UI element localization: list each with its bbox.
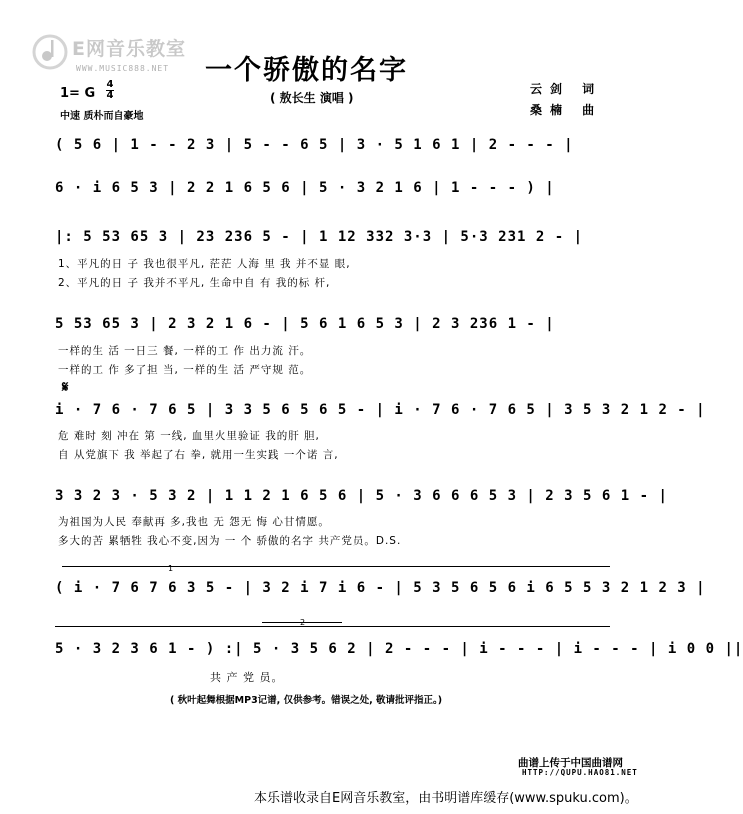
score-row-8: 5 · 3 2 3 6 1 - ) :| 5 · 3 5 6 2 | 2 - - - | i - - - | i - - - | i 0 0 || <box>55 641 743 657</box>
lyric-row-6a: 为祖国为人民 奉献再 多,我也 无 怨无 悔 心甘情愿。 <box>58 516 330 528</box>
time-sig-bottom: 4 <box>106 90 114 101</box>
volta-bracket-1 <box>62 566 610 567</box>
watermark-site: E网音乐教室 <box>72 38 186 60</box>
score-row-5: i · 7 6 · 7 6 5 | 3 3 5 6 5 6 5 - | i · 7 6 · 7 6 5 | 3 5 3 2 1 2 - | <box>55 402 706 418</box>
lyric-row-6b: 多大的苦 累牺牲 我心不变,因为 一 个 骄傲的名字 共产党员。D.S. <box>58 535 402 547</box>
volta-number-1: 1 <box>168 564 174 573</box>
lyric-row-5b: 自 从党旗下 我 举起了右 拳, 就用一生实践 一个诺 言, <box>58 449 339 461</box>
composer-credit: 桑楠 曲 <box>530 103 603 117</box>
song-title: 一个骄傲的名字 <box>205 55 408 86</box>
score-row-4: 5 53 65 3 | 2 3 2 1 6 - | 5 6 1 6 5 3 | 2 3 236 1 - | <box>55 316 555 332</box>
transcription-note: ( 秋叶起舞根据MP3记谱, 仅供参考。错误之处, 敬请批评指正。) <box>170 695 443 706</box>
lyric-row-4b: 一样的工 作 多了担 当, 一样的生 活 严守规 范。 <box>58 364 312 376</box>
lyricist-credit: 云剑 词 <box>530 82 603 96</box>
volta-number-2: 2 <box>300 618 306 627</box>
system-divider <box>55 626 610 627</box>
upload-url[interactable]: HTTP://QUPU.HAO81.NET <box>522 768 638 777</box>
score-row-3: |: 5 53 65 3 | 23 236 5 - | 1 12 332 3·3 | 5·3 231 2 - | <box>55 229 584 245</box>
key-signature: 1= G <box>60 86 96 101</box>
lyric-row-3b: 2、平凡的日 子 我并不平凡, 生命中自 有 我的标 杆, <box>58 277 331 289</box>
lyric-row-3a: 1、平凡的日 子 我也很平凡, 茫茫 人海 里 我 并不显 眼, <box>58 258 351 270</box>
song-singer: ( 敖长生 演唱 ) <box>270 91 354 105</box>
footer-source-note: 本乐谱收录自E网音乐教室，由书明谱库缓存(www.spuku.com)。 <box>254 791 638 806</box>
music-note-icon <box>30 30 74 74</box>
ending-lyric: 共 产 党 员。 <box>210 671 284 684</box>
lyric-row-4a: 一样的生 活 一日三 餐, 一样的工 作 出力流 汗。 <box>58 345 312 357</box>
score-row-7: ( i · 7 6 7 6 3 5 - | 3 2 i 7 i 6 - | 5 3 5 6 5 6 i 6 5 5 3 2 1 2 3 | <box>55 580 706 596</box>
segno-sign: 𝄋 <box>62 378 69 396</box>
time-sig-top: 4 <box>106 79 114 90</box>
score-row-1: ( 5 6 | 1 - - 2 3 | 5 - - 6 5 | 3 · 5 1 6 1 | 2 - - - | <box>55 137 574 153</box>
watermark-logo <box>30 30 200 80</box>
watermark-url: WWW.MUSIC888.NET <box>76 64 170 73</box>
score-row-2: 6 · i 6 5 3 | 2 2 1 6 5 6 | 5 · 3 2 1 6 | 1 - - - ) | <box>55 180 555 196</box>
upload-credit: 曲谱上传于中国曲谱网 <box>518 757 623 769</box>
time-signature <box>106 80 114 101</box>
lyric-row-5a: 危 难时 刻 冲在 第 一线, 血里火里验证 我的肝 胆, <box>58 430 320 442</box>
tempo-marking: 中速 质朴而自豪地 <box>60 111 144 122</box>
score-row-6: 3 3 2 3 · 5 3 2 | 1 1 2 1 6 5 6 | 5 · 3 6 6 6 5 3 | 2 3 5 6 1 - | <box>55 488 668 504</box>
